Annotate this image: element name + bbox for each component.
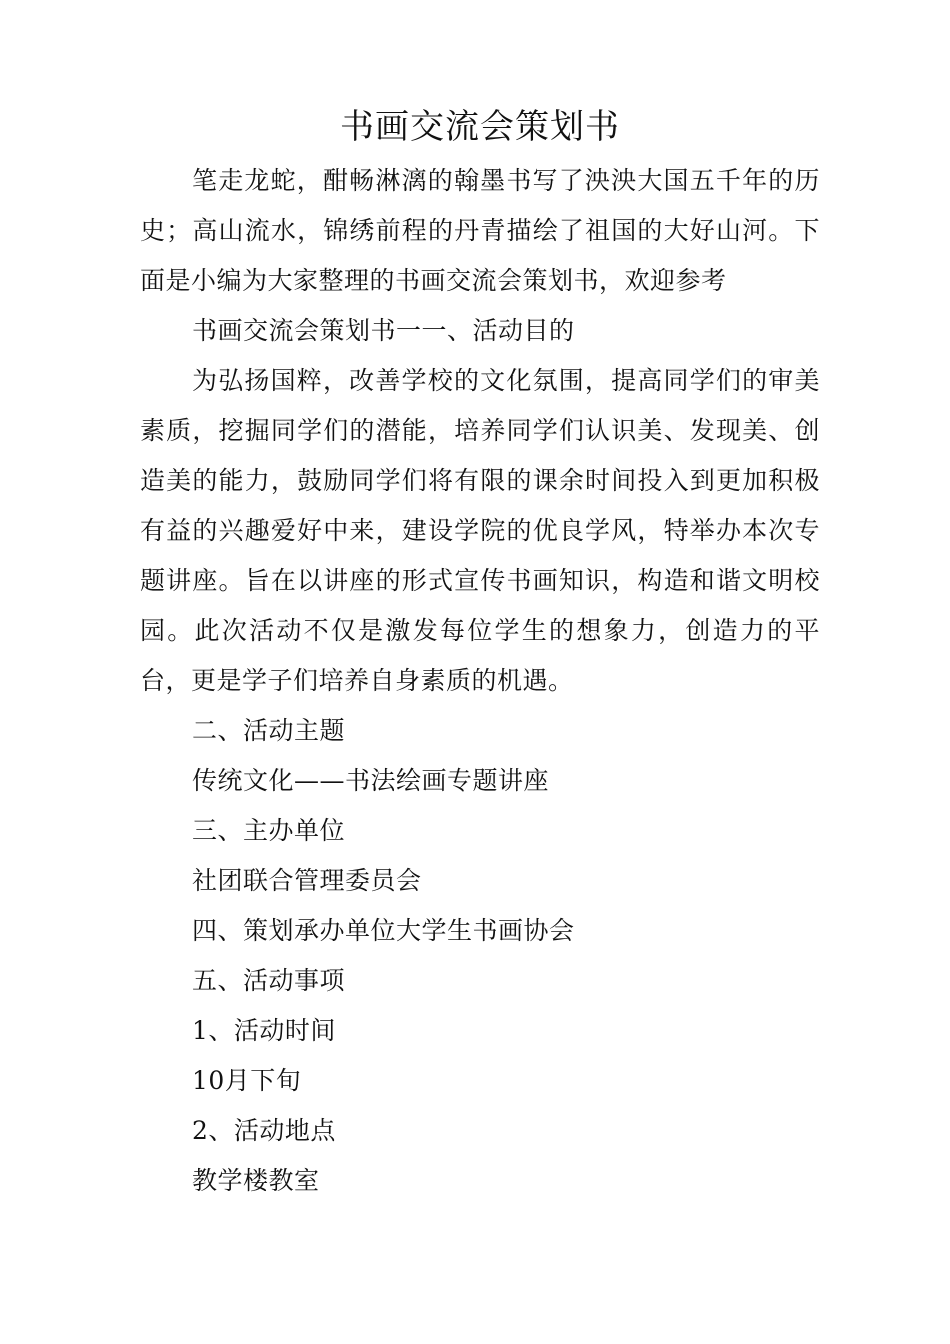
document-title: 书画交流会策划书 [340, 107, 620, 147]
section-heading-theme: 二、活动主题 [192, 716, 346, 745]
purpose-paragraph: 为弘扬国粹，改善学校的文化氛围，提高同学们的审美素质，挖掘同学们的潜能，培养同学们认识美、发现美、创造美的能力，鼓励同学们将有限的课余时间投入到更加积极有益的兴趣爱好中来，建设学院的优良学风，特举办本次专题讲座。旨在以讲座的形式宣传书画知识，构造和谐文明校园。此次活动不仅是激发每位学生的想象力，创造力的平台，更是学子们培养自身素质的机遇。 [140, 366, 820, 695]
time-text: 10月下旬 [192, 1066, 302, 1095]
section-heading-organizer: 三、主办单位 [192, 816, 346, 845]
section-heading-purpose: 书画交流会策划书一一、活动目的 [192, 316, 575, 345]
subheading-time: 1、活动时间 [192, 1016, 336, 1045]
document-page [140, 100, 820, 1206]
section-heading-host: 四、策划承办单位大学生书画协会 [192, 916, 575, 945]
organizer-text: 社团联合管理委员会 [192, 866, 422, 895]
location-text: 教学楼教室 [192, 1166, 320, 1195]
theme-text: 传统文化——书法绘画专题讲座 [192, 766, 550, 795]
section-heading-details: 五、活动事项 [192, 966, 346, 995]
intro-paragraph: 笔走龙蛇，酣畅淋漓的翰墨书写了泱泱大国五千年的历史；高山流水，锦绣前程的丹青描绘了祖国的大好山河。下面是小编为大家整理的书画交流会策划书，欢迎参考 [140, 166, 820, 295]
subheading-location: 2、活动地点 [192, 1116, 336, 1145]
